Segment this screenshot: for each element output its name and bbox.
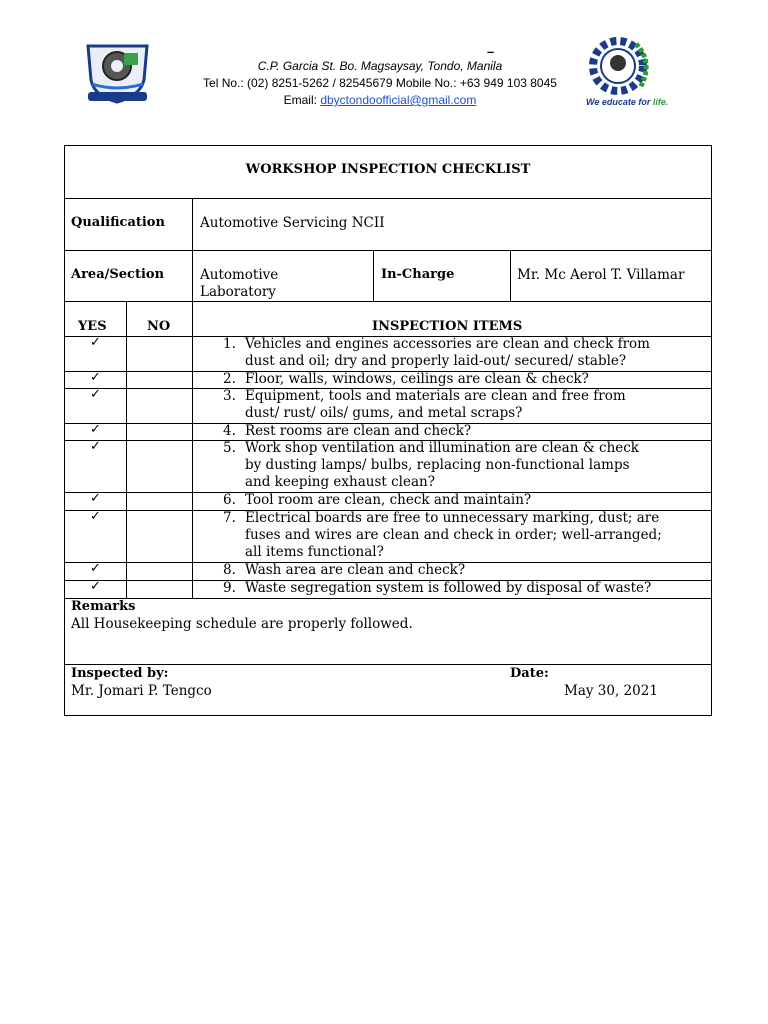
- date-label: Date:: [510, 666, 549, 681]
- item-number: 6.: [223, 492, 236, 508]
- item-text-line1: Work shop ventilation and illumination are clean & check: [245, 440, 639, 456]
- item-number: 1.: [223, 336, 236, 352]
- item-text-line1: Equipment, tools and materials are clean and free from: [245, 388, 626, 404]
- item-text-line1: Waste segregation system is followed by disposal of waste?: [245, 580, 652, 596]
- qualification-cell: [192, 198, 711, 250]
- no-cell: [126, 423, 192, 440]
- qualification-row: [65, 198, 711, 251]
- no-cell: [126, 388, 192, 423]
- area-value-line2: Laboratory: [200, 284, 276, 300]
- no-cell: [126, 440, 192, 492]
- checklist-row: [65, 492, 711, 511]
- column-header-row: [65, 301, 711, 337]
- yes-checkmark: ✓: [90, 561, 101, 576]
- item-text-line2: by dusting lamps/ bulbs, replacing non-functional lamps: [245, 457, 630, 473]
- school-address: C.P. Garcia St. Bo. Magsaysay, Tondo, Manila: [257, 59, 503, 73]
- checklist-row: [65, 336, 711, 372]
- item-number: 7.: [223, 510, 236, 526]
- item-number: 8.: [223, 562, 236, 578]
- yes-checkmark: ✓: [90, 491, 101, 506]
- yes-checkmark: ✓: [90, 387, 101, 402]
- no-cell: [126, 562, 192, 580]
- incharge-label-cell: [373, 250, 510, 301]
- checklist-row: [65, 388, 711, 424]
- area-row: [65, 250, 711, 302]
- item-number: 3.: [223, 388, 236, 404]
- checklist-row: [65, 510, 711, 563]
- yes-checkmark: ✓: [90, 422, 101, 437]
- remarks-row: [65, 598, 711, 665]
- item-number: 9.: [223, 580, 236, 596]
- no-cell: [126, 336, 192, 371]
- item-text-line3: all items functional?: [245, 544, 384, 560]
- item-text-line3: and keeping exhaust clean?: [245, 474, 435, 490]
- remarks-value: All Housekeeping schedule are properly followed.: [71, 616, 413, 632]
- area-label: Area/Section: [71, 267, 165, 282]
- item-text-line2: dust and oil; dry and properly laid-out/ secured/ stable?: [245, 353, 627, 369]
- checklist-row: [65, 562, 711, 581]
- yes-checkmark: ✓: [90, 439, 101, 454]
- item-text-line1: Electrical boards are free to unnecessary marking, dust; are: [245, 510, 660, 526]
- email-link[interactable]: dbyctondoofficial@gmail.com: [320, 93, 477, 107]
- yes-checkmark: ✓: [90, 579, 101, 594]
- inspection-checklist-form: [64, 145, 712, 716]
- checklist-row: [65, 423, 711, 441]
- column-yes: YES: [78, 319, 107, 334]
- no-cell: [126, 580, 192, 598]
- school-phone: Tel No.: (02) 8251-5262 / 82545679 Mobile No.: +63 949 103 8045: [203, 76, 557, 90]
- remarks-label: Remarks: [71, 599, 136, 614]
- item-text-line1: Tool room are clean, check and maintain?: [245, 492, 532, 508]
- no-cell: [126, 492, 192, 510]
- inspected-by-value: Mr. Jomari P. Tengco: [71, 683, 212, 699]
- yes-checkmark: ✓: [90, 509, 101, 524]
- qualification-label: Qualification: [71, 215, 165, 230]
- column-inspection-items: INSPECTION ITEMS: [372, 319, 523, 334]
- checklist-row: [65, 371, 711, 389]
- checklist-row: [65, 580, 711, 599]
- item-text-line1: Vehicles and engines accessories are clean and check from: [245, 336, 650, 352]
- item-text-line1: Rest rooms are clean and check?: [245, 423, 472, 439]
- no-cell: [126, 510, 192, 562]
- header-dash: –: [487, 44, 495, 59]
- form-title-row: [65, 146, 711, 199]
- item-number: 5.: [223, 440, 236, 456]
- item-text-line2: dust/ rust/ oils/ gums, and metal scraps?: [245, 405, 523, 421]
- incharge-value: Mr. Mc Aerol T. Villamar: [517, 267, 685, 283]
- incharge-cell: [510, 250, 711, 301]
- school-email-line: [160, 93, 600, 107]
- item-number: 4.: [223, 423, 236, 439]
- yes-checkmark: ✓: [90, 335, 101, 350]
- signature-row: [65, 664, 711, 715]
- area-value-line1: Automotive: [200, 267, 279, 283]
- checklist-row: [65, 440, 711, 493]
- area-cell: [192, 250, 373, 301]
- incharge-label: In-Charge: [381, 267, 455, 282]
- email-label: Email:: [283, 93, 321, 107]
- form-title: WORKSHOP INSPECTION CHECKLIST: [245, 162, 531, 177]
- no-cell: [126, 371, 192, 388]
- school-shield-logo: [80, 40, 155, 108]
- inspected-by-label: Inspected by:: [71, 666, 169, 681]
- letterhead: [0, 0, 768, 140]
- item-text-line2: fuses and wires are clean and check in order; well-arranged;: [245, 527, 662, 543]
- qualification-value: Automotive Servicing NCII: [200, 215, 385, 231]
- item-text-line1: Wash area are clean and check?: [245, 562, 466, 578]
- date-value: May 30, 2021: [564, 683, 658, 699]
- yes-checkmark: ✓: [90, 370, 101, 385]
- item-text-line1: Floor, walls, windows, ceilings are clean & check?: [245, 371, 589, 387]
- column-no: NO: [147, 319, 171, 334]
- school-tagline: We educate for life.: [586, 97, 669, 107]
- item-number: 2.: [223, 371, 236, 387]
